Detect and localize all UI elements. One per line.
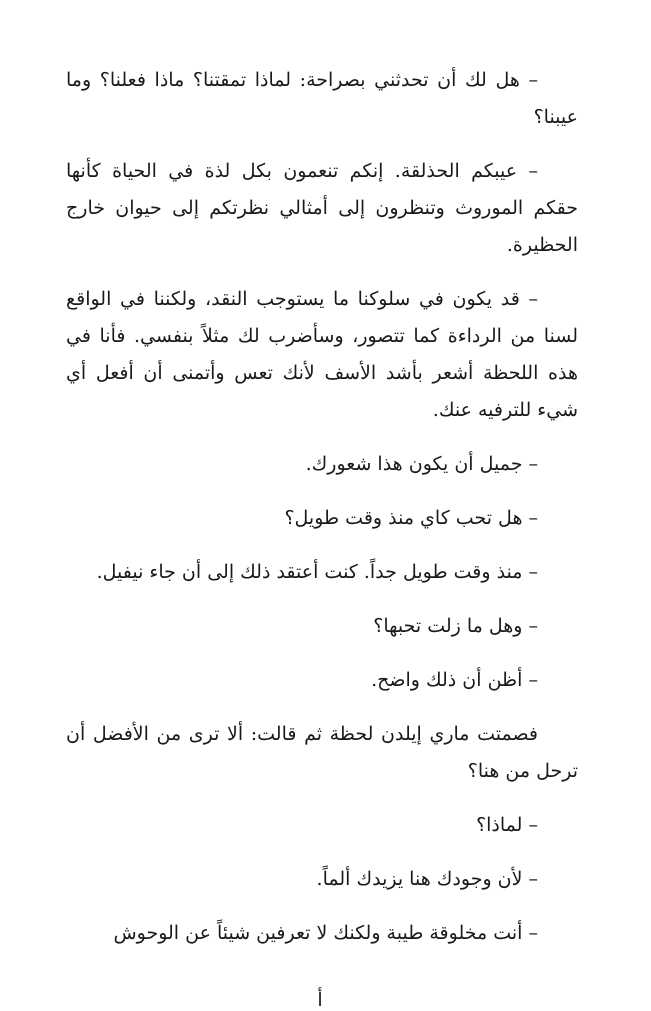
paragraph-8: – أظن أن ذلك واضح. — [371, 669, 538, 691]
paragraph-11: – لأن وجودك هنا يزيدك ألماً. — [316, 868, 538, 890]
paragraph-3: – قد يكون في سلوكنا ما يستوجب النقد، ولكننا في الواقع لسنا من الرداءة كما تتصور، وسأضرب لك مثلاً بنفسي. فأنا في هذه اللحظة أشعر بأشد الأسف لأنك تعس وأتمنى أن أفعل أي شيء للترفيه عنك. — [66, 288, 578, 421]
paragraph-1: – هل لك أن تحدثني بصراحة: لماذا تمقتنا؟ ماذا فعلنا؟ وما عيبنا؟ — [66, 69, 578, 128]
paragraph-7: – وهل ما زلت تحبها؟ — [373, 615, 538, 637]
paragraph-9: فصمتت ماري إيلدن لحظة ثم قالت: ألا ترى من الأفضل أن ترحل من هنا؟ — [66, 723, 578, 782]
paragraph-10: – لماذا؟ — [476, 814, 538, 836]
paragraph-4: – جميل أن يكون هذا شعورك. — [305, 453, 538, 475]
cut-off-line-fragment: أ — [317, 989, 323, 1011]
paragraph-12: – أنت مخلوقة طيبة ولكنك لا تعرفين شيئاً عن الوحوش — [113, 922, 538, 944]
page-text — [66, 62, 578, 952]
paragraph-2: – عيبكم الحذلقة. إنكم تنعمون بكل لذة في الحياة كأنها حقكم الموروث وتنظرون إلى أمثالي نظرتكم إلى حيوان خارج الحظيرة. — [66, 160, 578, 256]
paragraph-6: – منذ وقت طويل جداً. كنت أعتقد ذلك إلى أن جاء نيفيل. — [96, 561, 538, 583]
paragraph-5: – هل تحب كاي منذ وقت طويل؟ — [284, 507, 538, 529]
